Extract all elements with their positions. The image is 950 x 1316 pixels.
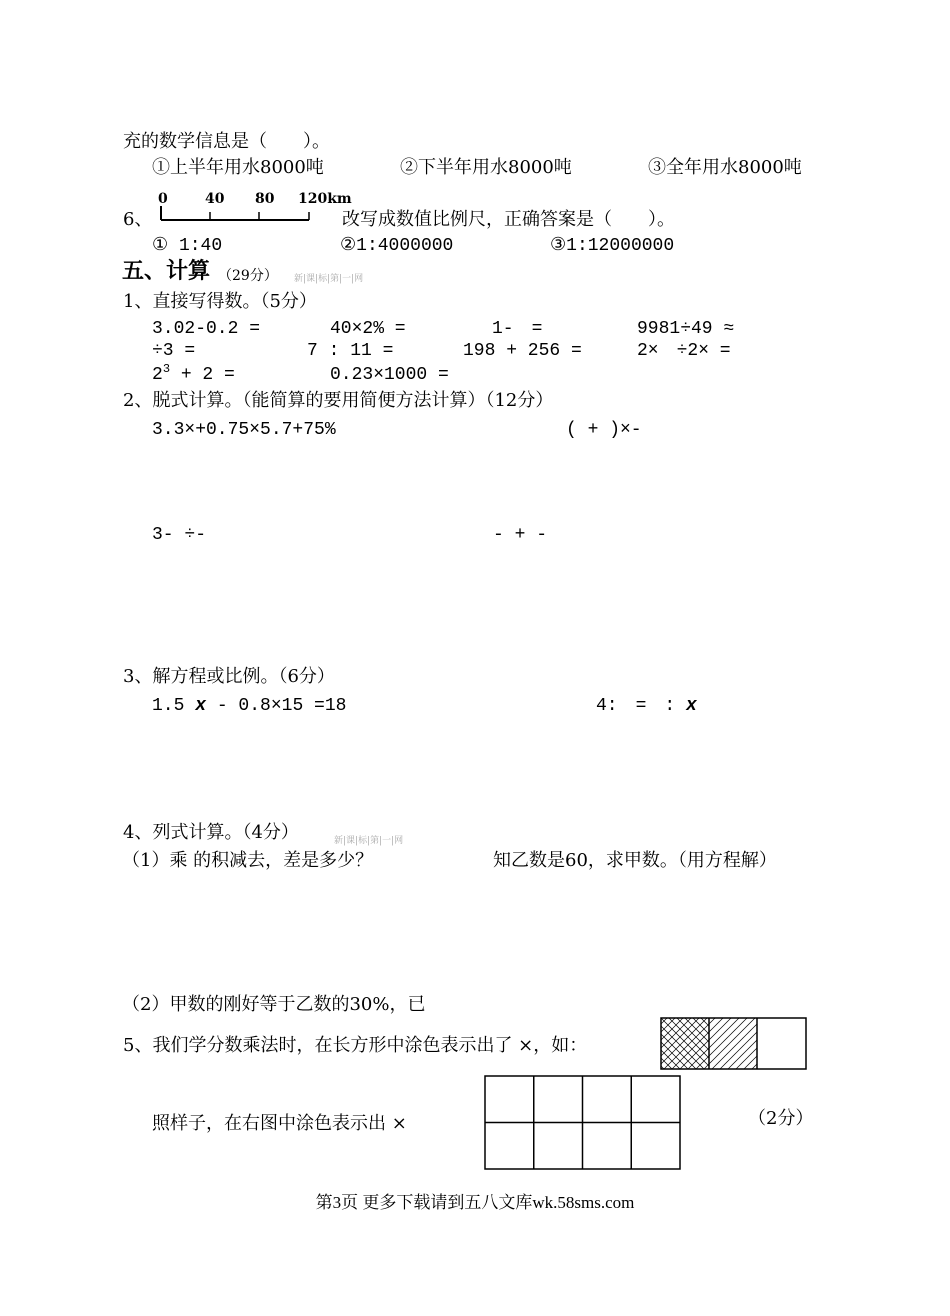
scale-tick-80: 80 bbox=[255, 191, 275, 207]
q3-equation-2 bbox=[596, 695, 697, 717]
q3-e1-variable: x bbox=[195, 696, 207, 716]
example-cell-hatched bbox=[709, 1018, 757, 1069]
q1-r2-c2: 7 : 11 = bbox=[307, 341, 394, 361]
prev-option-1: ①上半年用水8000吨 bbox=[152, 157, 324, 178]
q1-r1-c1: 3.02-0.2 = bbox=[152, 319, 261, 339]
example-rectangle bbox=[660, 1017, 810, 1071]
q5-line-1: 5、我们学分数乘法时，在长方形中涂色表示出了 ×，如： bbox=[123, 1035, 588, 1056]
scale-tick-40: 40 bbox=[205, 191, 225, 207]
q3-e2-variable: x bbox=[686, 696, 697, 716]
power-base: 2 bbox=[152, 365, 163, 385]
q1-r1-c3: 1- = bbox=[492, 319, 543, 339]
q1-r2-c3: 198 + 256 = bbox=[463, 341, 582, 361]
q3-equation-1 bbox=[152, 695, 346, 717]
q3-title: 3、解方程或比例。（6分） bbox=[123, 666, 335, 687]
q4-title: 4、列式计算。（4分） bbox=[123, 822, 299, 843]
q6-option-3: ③1:12000000 bbox=[550, 236, 675, 256]
prev-option-3: ③全年用水8000吨 bbox=[648, 157, 802, 178]
power-exponent: 3 bbox=[162, 362, 171, 376]
scale-bar bbox=[155, 204, 315, 224]
prev-option-2: ②下半年用水8000吨 bbox=[400, 157, 572, 178]
q2-expr-3: 3- ÷- bbox=[152, 525, 207, 545]
q6-option-2: ②1:4000000 bbox=[340, 236, 454, 256]
q6-number: 6、 bbox=[123, 209, 153, 230]
page-footer: 第3页 更多下载请到五八文库wk.58sms.com bbox=[315, 1193, 635, 1212]
q1-title: 1、直接写得数。（5分） bbox=[123, 291, 317, 312]
q6-text: 改写成数值比例尺，正确答案是（ ）。 bbox=[342, 209, 675, 230]
section-title: 五、计算 bbox=[122, 258, 211, 284]
q3-e1-pre: 1.5 bbox=[152, 696, 196, 716]
q3-e1-post: - 0.8×15 =18 bbox=[206, 696, 347, 716]
example-cell-crosshatched bbox=[661, 1018, 709, 1069]
q6-option-1: ① 1:40 bbox=[152, 236, 223, 256]
power-rest: + 2 = bbox=[170, 365, 235, 385]
scale-tick-120km: 120km bbox=[298, 191, 352, 207]
q2-title: 2、脱式计算。（能简算的要用简便方法计算）（12分） bbox=[123, 390, 554, 411]
q4-part-1: （1）乘 的积减去，差是多少？ bbox=[122, 850, 374, 871]
q3-e2-pre: 4: = : bbox=[596, 696, 687, 716]
q2-expr-2: ( + )×- bbox=[566, 420, 642, 440]
q5-line-2: 照样子，在右图中涂色表示出 × bbox=[152, 1113, 407, 1134]
q4-part-2: （2）甲数的刚好等于乙数的30%，已 bbox=[122, 994, 426, 1015]
q1-r2-c4: 2× ÷2× = bbox=[637, 341, 731, 361]
q5-points: （2分） bbox=[748, 1108, 814, 1129]
q2-expr-4: - + - bbox=[493, 525, 548, 545]
answer-grid bbox=[484, 1075, 684, 1171]
scale-tick-0: 0 bbox=[158, 191, 168, 207]
q1-r3-c2: 0.23×1000 = bbox=[330, 365, 449, 385]
q4-part-1-continued: 知乙数是60，求甲数。（用方程解） bbox=[493, 850, 777, 871]
q1-r1-c2: 40×2% = bbox=[330, 319, 406, 339]
section-points: （29分） bbox=[218, 268, 278, 284]
watermark-2: 新|课|标|第|一|网 bbox=[334, 836, 404, 846]
q2-expr-1: 3.3×+0.75×5.7+75% bbox=[152, 420, 336, 440]
q1-r2-c1: ÷3 = bbox=[152, 341, 196, 361]
q1-r3-c1 bbox=[152, 364, 235, 386]
watermark-1: 新|课|标|第|一|网 bbox=[294, 274, 364, 284]
prev-question-tail: 充的数学信息是（ ）。 bbox=[123, 131, 330, 152]
q1-r1-c4: 9981÷49 ≈ bbox=[637, 319, 735, 339]
